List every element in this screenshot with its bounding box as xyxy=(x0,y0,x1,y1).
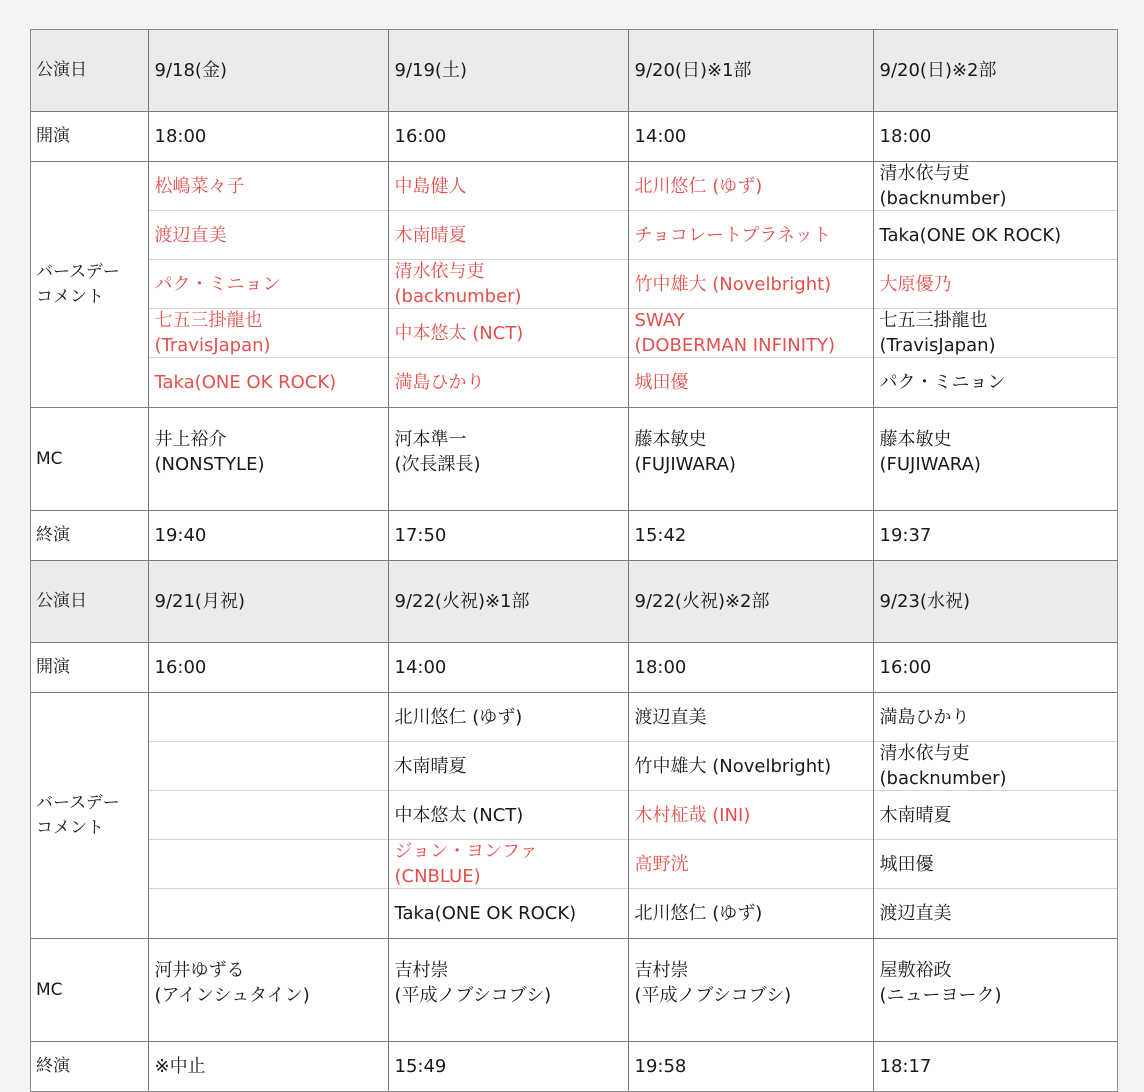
open-time-cell: 18:00 xyxy=(873,112,1117,162)
mc-cell: 河井ゆずる (アインシュタイン) xyxy=(148,939,388,1042)
comment-name: パク・ミニョン xyxy=(154,273,281,295)
comment-name: 清水依与吏 (backnumber) xyxy=(879,743,1007,789)
open-row xyxy=(31,643,1117,693)
comment-entry xyxy=(629,211,873,260)
comment-cell xyxy=(148,162,388,408)
comment-entry xyxy=(629,840,873,889)
date-row xyxy=(31,561,1117,643)
end-time-cell: 19:40 xyxy=(148,511,388,561)
comment-entry xyxy=(874,260,1118,309)
comment-entry xyxy=(874,358,1118,407)
comment-entry xyxy=(874,162,1118,211)
comment-entry xyxy=(629,260,873,309)
comment-name: ジョン・ヨンファ (CNBLUE) xyxy=(394,841,538,887)
row-label-end: 終演 xyxy=(31,511,148,561)
comment-name: 清水依与吏 (backnumber) xyxy=(394,261,522,307)
comment-name: 満島ひかり xyxy=(394,372,485,393)
schedule-table-container xyxy=(30,29,1118,1092)
comment-name: 北川悠仁 (ゆず) xyxy=(634,903,763,924)
comment-name: 中島健人 xyxy=(394,175,467,197)
comment-entry xyxy=(149,791,388,840)
date-cell: 9/21(月祝) xyxy=(148,561,388,643)
comment-entry xyxy=(149,742,388,791)
open-time-cell: 14:00 xyxy=(388,643,628,693)
comment-name: 木南晴夏 xyxy=(394,755,467,777)
comment-name: 清水依与吏 (backnumber) xyxy=(879,163,1007,209)
comment-name: 渡辺直美 xyxy=(154,224,227,246)
comment-entry xyxy=(389,693,628,742)
comment-entry xyxy=(149,260,388,309)
date-cell: 9/22(火祝)※1部 xyxy=(388,561,628,643)
comment-entry xyxy=(874,693,1118,742)
comment-entry xyxy=(149,211,388,260)
comment-cell xyxy=(873,693,1117,939)
comment-name: 七五三掛龍也 (TravisJapan) xyxy=(154,310,271,356)
comment-name: SWAY (DOBERMAN INFINITY) xyxy=(634,310,836,356)
end-time-cell: 17:50 xyxy=(388,511,628,561)
comment-name: 高野洸 xyxy=(634,853,689,875)
comment-name: Taka(ONE OK ROCK) xyxy=(394,903,577,924)
comment-row xyxy=(31,162,1117,408)
comment-name: Taka(ONE OK ROCK) xyxy=(879,224,1062,246)
open-row xyxy=(31,112,1117,162)
comment-entry xyxy=(149,162,388,211)
row-label-open: 開演 xyxy=(31,112,148,162)
date-cell: 9/23(水祝) xyxy=(873,561,1117,643)
comment-entry xyxy=(149,309,388,358)
comment-entry xyxy=(389,889,628,938)
comment-name: 渡辺直美 xyxy=(879,903,952,924)
comment-name: 木村柾哉 (INI) xyxy=(634,804,751,826)
comment-entry xyxy=(389,840,628,889)
date-cell: 9/22(火祝)※2部 xyxy=(628,561,873,643)
comment-entry xyxy=(629,693,873,742)
comment-name: 竹中雄大 (Novelbright) xyxy=(634,755,832,777)
comment-entry xyxy=(629,358,873,407)
comment-entry xyxy=(389,791,628,840)
date-cell: 9/18(金) xyxy=(148,30,388,112)
end-time-cell: 15:49 xyxy=(388,1042,628,1092)
schedule-table-body xyxy=(31,30,1117,1091)
comment-entry xyxy=(389,309,628,358)
mc-cell: 井上裕介 (NONSTYLE) xyxy=(148,408,388,511)
comment-cell xyxy=(388,693,628,939)
row-label-date: 公演日 xyxy=(31,561,148,643)
date-row xyxy=(31,30,1117,112)
comment-entry xyxy=(874,309,1118,358)
comment-entry xyxy=(149,358,388,407)
schedule-table xyxy=(31,30,1117,1091)
comment-cell xyxy=(388,162,628,408)
comment-name: 大原優乃 xyxy=(879,273,952,295)
comment-name: Taka(ONE OK ROCK) xyxy=(154,372,337,393)
mc-row xyxy=(31,408,1117,511)
mc-row xyxy=(31,939,1117,1042)
comment-entry xyxy=(629,791,873,840)
comment-name: 木南晴夏 xyxy=(394,224,467,246)
comment-entry xyxy=(629,162,873,211)
open-time-cell: 18:00 xyxy=(628,643,873,693)
mc-cell: 河本準一 (次長課長) xyxy=(388,408,628,511)
comment-name: パク・ミニョン xyxy=(879,372,1006,393)
comment-name: 城田優 xyxy=(634,372,689,393)
comment-entry xyxy=(874,840,1118,889)
comment-entry xyxy=(389,742,628,791)
date-cell: 9/20(日)※2部 xyxy=(873,30,1117,112)
date-cell: 9/19(土) xyxy=(388,30,628,112)
comment-entry xyxy=(149,840,388,889)
comment-name: 七五三掛龍也 (TravisJapan) xyxy=(879,310,996,356)
mc-cell: 屋敷裕政 (ニューヨーク) xyxy=(873,939,1117,1042)
open-time-cell: 16:00 xyxy=(148,643,388,693)
row-label-comment: バースデー コメント xyxy=(31,162,148,408)
row-label-mc: MC xyxy=(31,939,148,1042)
open-time-cell: 14:00 xyxy=(628,112,873,162)
comment-name: チョコレートプラネット xyxy=(634,224,831,246)
comment-entry xyxy=(389,358,628,407)
end-time-cell: 15:42 xyxy=(628,511,873,561)
comment-cell xyxy=(628,162,873,408)
comment-name: 中本悠太 (NCT) xyxy=(394,804,524,826)
open-time-cell: 16:00 xyxy=(388,112,628,162)
end-time-cell: 19:37 xyxy=(873,511,1117,561)
open-time-cell: 18:00 xyxy=(148,112,388,162)
comment-name: 木南晴夏 xyxy=(879,804,952,826)
comment-entry xyxy=(874,889,1118,938)
open-time-cell: 16:00 xyxy=(873,643,1117,693)
comment-name: 渡辺直美 xyxy=(634,706,707,728)
comment-name: 竹中雄大 (Novelbright) xyxy=(634,273,832,295)
comment-name: 満島ひかり xyxy=(879,706,970,728)
date-cell: 9/20(日)※1部 xyxy=(628,30,873,112)
comment-entry xyxy=(389,260,628,309)
row-label-end: 終演 xyxy=(31,1042,148,1092)
comment-name: 城田優 xyxy=(879,853,934,875)
mc-cell: 吉村崇 (平成ノブシコブシ) xyxy=(388,939,628,1042)
end-row xyxy=(31,511,1117,561)
comment-entry xyxy=(149,889,388,938)
row-label-open: 開演 xyxy=(31,643,148,693)
row-label-mc: MC xyxy=(31,408,148,511)
mc-cell: 藤本敏史 (FUJIWARA) xyxy=(873,408,1117,511)
row-label-date: 公演日 xyxy=(31,30,148,112)
end-time-cell: 18:17 xyxy=(879,1056,932,1077)
comment-entry xyxy=(389,211,628,260)
comment-name: 北川悠仁 (ゆず) xyxy=(634,175,763,197)
comment-entry xyxy=(874,791,1118,840)
comment-entry xyxy=(874,742,1118,791)
row-label-comment: バースデー コメント xyxy=(31,693,148,939)
comment-cell xyxy=(148,693,388,939)
comment-entry xyxy=(874,211,1118,260)
comment-entry xyxy=(629,742,873,791)
mc-cell: 吉村崇 (平成ノブシコブシ) xyxy=(628,939,873,1042)
comment-entry xyxy=(389,162,628,211)
end-time-cell: ※中止 xyxy=(148,1042,388,1092)
comment-entry xyxy=(629,309,873,358)
comment-cell xyxy=(628,693,873,939)
comment-row xyxy=(31,693,1117,939)
end-time-cell: 19:58 xyxy=(628,1042,873,1092)
comment-name: 北川悠仁 (ゆず) xyxy=(394,706,523,728)
comment-name: 中本悠太 (NCT) xyxy=(394,322,524,344)
comment-entry xyxy=(149,693,388,742)
comment-entry xyxy=(629,889,873,938)
comment-name: 松嶋菜々子 xyxy=(154,175,245,197)
mc-cell: 藤本敏史 (FUJIWARA) xyxy=(628,408,873,511)
comment-cell xyxy=(873,162,1117,408)
